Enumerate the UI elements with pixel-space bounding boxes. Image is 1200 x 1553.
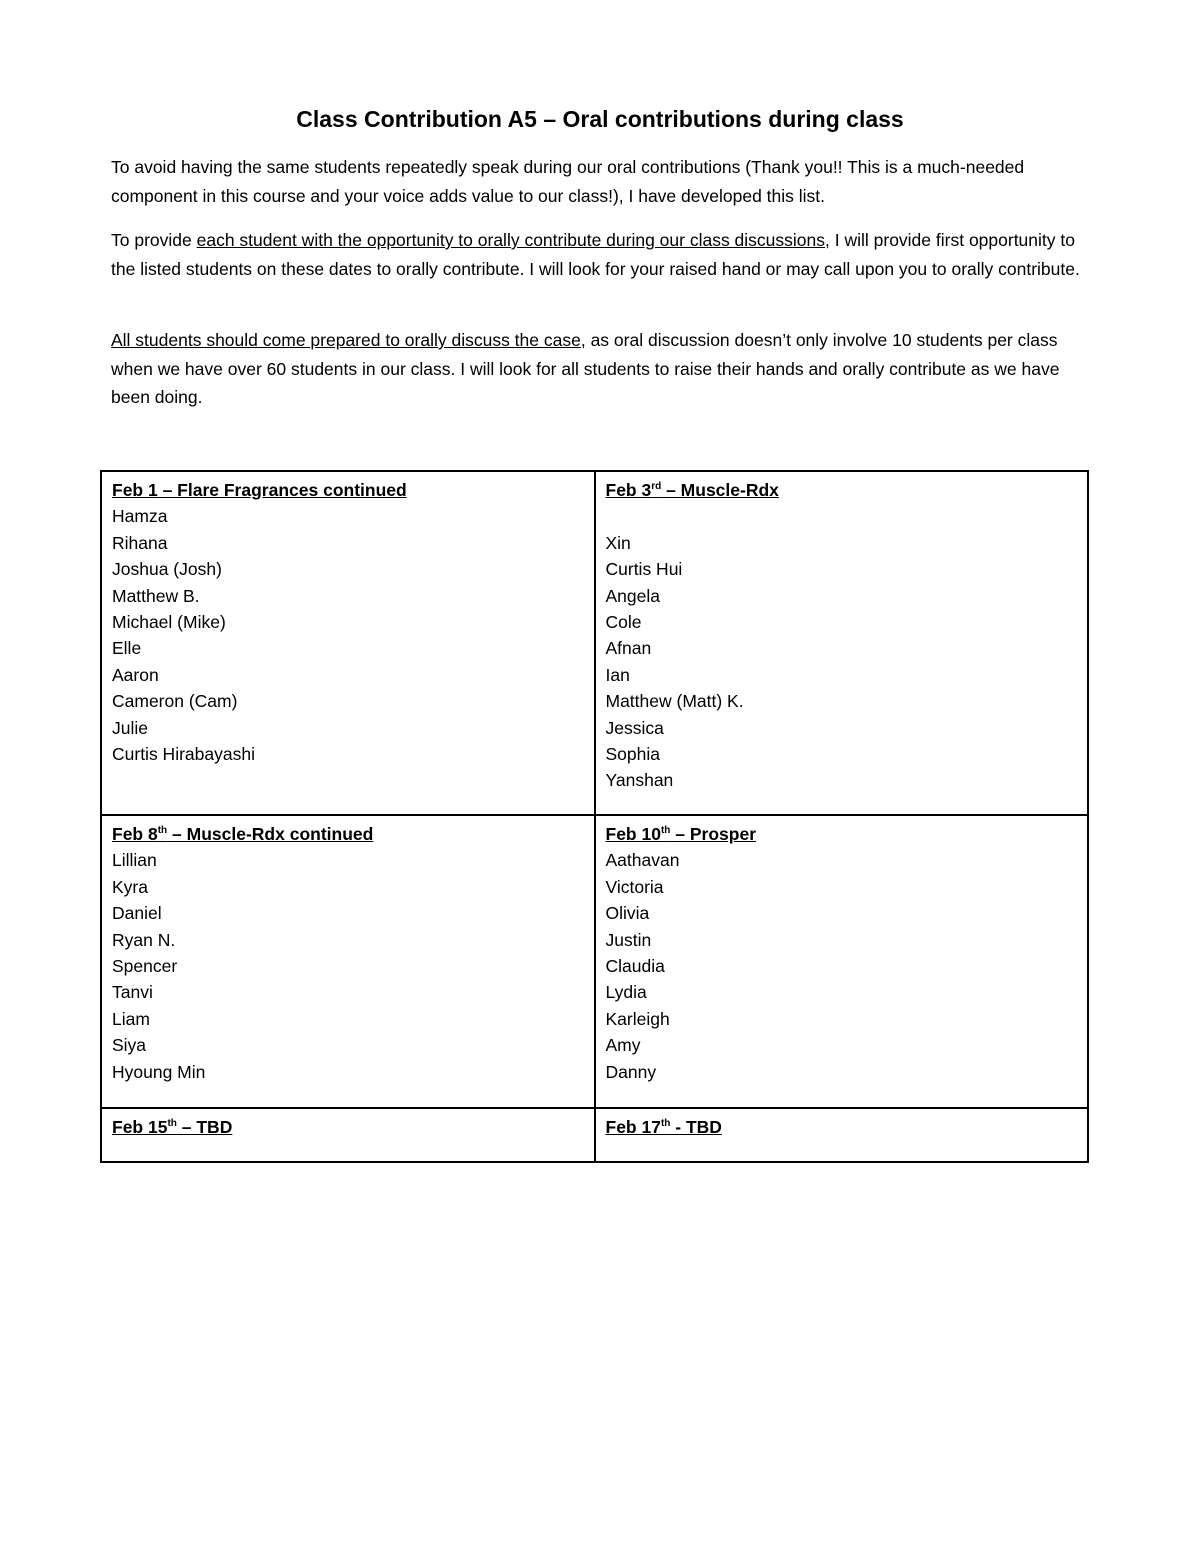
opportunity-paragraph-start: To provide — [111, 230, 197, 250]
student-name: Ian — [605, 664, 630, 685]
student-list — [112, 503, 584, 767]
heading-topic: - TBD — [670, 1117, 722, 1137]
student-name: Tanvi — [112, 982, 153, 1003]
preparation-paragraph — [111, 326, 1096, 412]
student-name: Spencer — [112, 956, 178, 977]
student-name: Matthew B. — [112, 585, 200, 606]
heading-date-suffix: th — [660, 825, 671, 837]
student-name: Ryan N. — [112, 929, 176, 950]
student-name: Justin — [605, 929, 652, 950]
student-name: Lillian — [112, 850, 157, 871]
intro-paragraph: To avoid having the same students repeatedly speak during our oral contributions (Thank you!! This is a much-needed component in this course and your voice adds value to our class!), I have developed this list. — [111, 157, 1025, 206]
schedule-row — [101, 1108, 1088, 1162]
student-name: Siya — [112, 1035, 147, 1056]
student-list — [112, 847, 584, 1085]
heading-topic: – Muscle-Rdx — [661, 480, 779, 500]
student-name: Aaron — [112, 664, 159, 685]
student-name: Daniel — [112, 903, 162, 924]
student-name: Yanshan — [605, 770, 674, 791]
cell-heading — [112, 1114, 584, 1140]
schedule-cell-feb8 — [101, 815, 595, 1108]
heading-topic: – Muscle-Rdx continued — [167, 824, 374, 844]
student-name: Rihana — [112, 532, 168, 553]
student-name: Afnan — [605, 638, 652, 659]
heading-date-suffix: th — [660, 1118, 671, 1130]
preparation-paragraph-underlined: All students should come prepared to orally discuss the case — [111, 330, 581, 350]
student-name: Karleigh — [605, 1008, 670, 1029]
student-name: Michael (Mike) — [112, 612, 226, 633]
student-name: Sophia — [605, 744, 660, 765]
schedule-cell-feb15 — [101, 1108, 595, 1162]
heading-date: Feb 1 — [112, 480, 158, 500]
student-name: Danny — [605, 1061, 657, 1082]
heading-date: Feb 8 — [112, 824, 158, 844]
opportunity-paragraph-end: , I will provide first opportunity to the listed students on these dates to orally contribute. I will look for your raised hand or may call upon you to orally contribute. — [111, 230, 1080, 279]
student-name: Kyra — [112, 876, 148, 897]
student-name: Olivia — [605, 903, 650, 924]
heading-date-suffix: rd — [651, 481, 662, 493]
schedule-cell-feb3 — [595, 471, 1089, 815]
student-name: Lydia — [605, 982, 647, 1003]
student-name: Liam — [112, 1008, 150, 1029]
cell-heading — [606, 821, 1078, 847]
blank-line — [606, 503, 1078, 529]
student-name: Matthew (Matt) K. — [605, 691, 744, 712]
student-name: Julie — [112, 717, 148, 738]
student-list — [606, 530, 1078, 794]
heading-date: Feb 17 — [605, 1117, 661, 1137]
cell-heading — [112, 821, 584, 847]
student-name: Amy — [605, 1035, 641, 1056]
student-list — [606, 847, 1078, 1085]
heading-topic: – Prosper — [670, 824, 757, 844]
heading-date-suffix: th — [157, 825, 168, 837]
schedule-cell-feb10 — [595, 815, 1089, 1108]
student-name: Jessica — [605, 717, 664, 738]
preparation-paragraph-end: , as oral discussion doesn’t only involve 10 students per class when we have over 60 students in our class. I will look for all students to raise their hands and orally contribute as we have been doing. — [111, 330, 1060, 407]
student-name: Aathavan — [605, 850, 680, 871]
student-name: Hamza — [112, 506, 168, 527]
heading-date-suffix: th — [167, 1118, 177, 1130]
cell-heading — [112, 477, 584, 503]
student-name: Curtis Hirabayashi — [112, 744, 255, 765]
student-name: Elle — [112, 638, 142, 659]
student-name: Victoria — [605, 876, 664, 897]
student-name: Hyoung Min — [112, 1061, 206, 1082]
opportunity-paragraph — [111, 226, 1096, 283]
student-name: Cameron (Cam) — [112, 691, 238, 712]
cell-heading — [606, 1114, 1078, 1140]
heading-topic: – Flare Fragrances continued — [157, 480, 407, 500]
schedule-cell-feb17 — [595, 1108, 1089, 1162]
schedule-table — [100, 470, 1089, 1163]
heading-topic: – TBD — [176, 1117, 233, 1137]
cell-heading — [606, 477, 1078, 503]
opportunity-paragraph-underlined: each student with the opportunity to orally contribute during our class discussions — [196, 230, 826, 250]
student-name: Joshua (Josh) — [112, 559, 222, 580]
heading-date: Feb 10 — [605, 824, 661, 844]
schedule-row — [101, 815, 1088, 1108]
heading-date: Feb 15 — [112, 1117, 168, 1137]
student-name: Cole — [605, 612, 642, 633]
heading-date: Feb 3 — [605, 480, 652, 500]
student-name: Curtis Hui — [605, 559, 683, 580]
document-title: Class Contribution A5 – Oral contributions during class — [296, 106, 904, 132]
student-name: Xin — [605, 532, 631, 553]
schedule-row — [101, 471, 1088, 815]
student-name: Claudia — [605, 956, 665, 977]
schedule-cell-feb1 — [101, 471, 595, 815]
student-name: Angela — [605, 585, 660, 606]
